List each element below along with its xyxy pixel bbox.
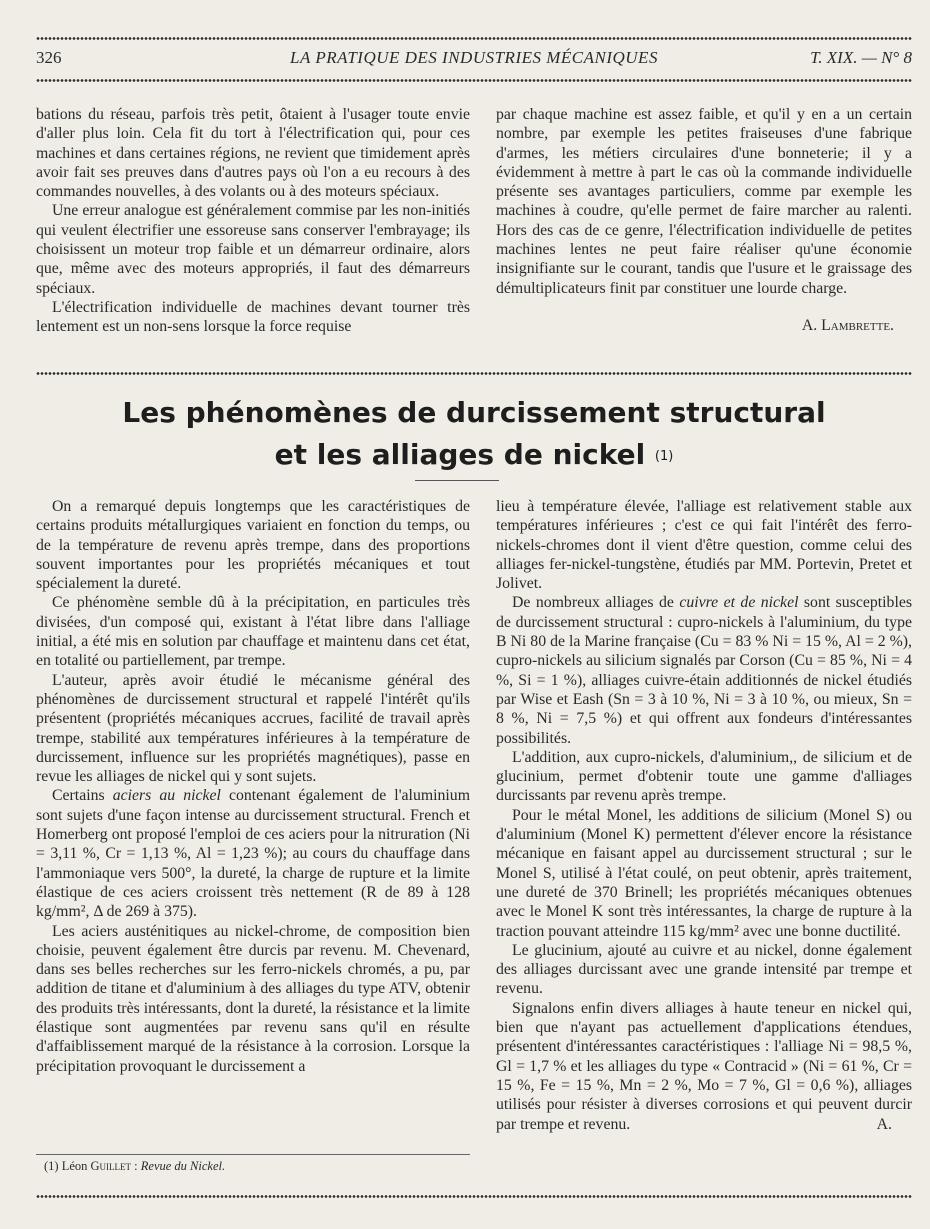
- article-title: [36, 392, 912, 476]
- paragraph: Une erreur analogue est généralement commise par les non-initiés qui veulent électrifier une essoreuse sans conserver l'embrayage; ils choisissent un moteur trop faible et un démarreur ordinaire, alors que, même avec des moteurs appropriés, il faut des démarreurs spéciaux.: [36, 202, 470, 297]
- title-underline: [415, 480, 499, 481]
- paragraph: Signalons enfin divers alliages à haute teneur en nickel qui, bien que n'ayant pas actuellement d'applications étendues, présentent d'intéressantes caractéristiques : l'alliage Ni = 98,5 %, Gl = 1,7 % et les alliages du type « Contracid » (Ni = 61 %, Cr = 15 %, Fe = 15 %, Mn = 2 %, Mo = 7 %, Gl = 0,6 %), alliages utilisés pour résister à diverses corrosions et qui peuvent durcir par trempe et revenu.: [496, 999, 912, 1133]
- page-number: 326: [36, 48, 62, 67]
- previous-article-right-column: [496, 105, 912, 335]
- author-signature: A.: [876, 1115, 892, 1133]
- paragraph: De nombreux alliages de cuivre et de nickel sont susceptibles de durcissement structural : cupro-nickels à l'aluminium, du type B Ni 80 de la Marine française (Cu = 83 % Ni = 15 %, Al = 2 %), cupro-nickels au silicium signalés par Corson (Cu = 85 %, Ni = 4 %, Si = 1 %), alliages cuivre-étain additionnés de nickel étudiés par Wise et Eash (Sn = 3 à 10 %, Ni = 3 à 10 %, ou mieux, Sn = 8 %, Ni = 7,5 %) et qui offrent aux fondeurs d'intéressantes possibilités.: [496, 594, 912, 747]
- footnote-rule: [36, 1154, 470, 1155]
- footnote-reference: (1): [654, 449, 674, 464]
- paragraph: Ce phénomène semble dû à la précipitation, en particules très divisées, d'un composé qui, existant à l'état libre dans l'alliage initial, a été mis en solution par chauffage et maintenu dans cet état, en totalité ou partiellement, par trempe.: [36, 594, 470, 670]
- paragraph: L'auteur, après avoir étudié le mécanisme général des phénomènes de durcissement structural et rappelé l'intérêt qu'ils présentent (propriétés mécaniques accrues, facilité de travail après trempe, stabilité aux températures inférieures à la température de durcissement, influence sur les propriétés magnétiques), passe en revue les alliages de nickel qui y sont sujets.: [36, 671, 470, 786]
- paragraph: L'électrification individuelle de machines devant tourner très lentement est un non-sens lorsque la force requise: [36, 298, 470, 336]
- paragraph: L'addition, aux cupro-nickels, d'aluminium,, de silicium et de glucinium, permet d'obtenir toute une gamme d'alliages durcissants par revenu après trempe.: [496, 748, 912, 805]
- section-dotted-rule: [36, 371, 912, 376]
- paragraph: bations du réseau, parfois très petit, ôtaient à l'usager toute envie d'aller plus loin. Cela fit du tort à l'électrification qui, pour ces machines et dans certaines régions, ne revient que timidement après avoir fait ses preuves dans d'autres pays où l'on a eu recours à des commandes nouvelles, à des volants ou à des moteurs spéciaux.: [36, 106, 470, 201]
- footnote: (1) Léon Guillet : Revue du Nickel.: [44, 1159, 226, 1173]
- author-signature: A. Lambrette.: [801, 316, 894, 334]
- paragraph: par chaque machine est assez faible, et qu'il y en a un certain nombre, par exemple les petites fraiseuses d'une fabrique d'armes, les métiers circulaires d'une bonneterie; il y a évidemment à mettre à part le cas où la commande individuelle présente ses avantages particuliers, comme par exemple les machines à coudre, qu'elle permet de faire marcher au ralenti. Hors des cas de ce genre, l'électrification individuelle de petites machines lentes ne peut faire réaliser qu'une économie insignifiante sur le courant, tandis que l'usure et le graissage des démultiplicateurs finit par constituer une lourde charge.: [496, 106, 912, 297]
- top-dotted-rule: [36, 36, 912, 41]
- article-title-line-1: Les phénomènes de durcissement structural: [122, 396, 826, 429]
- volume-issue: T. XIX. — N° 8: [810, 48, 912, 67]
- bottom-dotted-rule: [36, 1194, 912, 1199]
- previous-article-left-column: [36, 105, 470, 337]
- paragraph: On a remarqué depuis longtemps que les caractéristiques de certains produits métallurgiques variaient en fonction du temps, ou de la température de revenu après trempe, dans des proportions souvent importantes pour les propriétés mécaniques et tout spécialement la dureté.: [36, 498, 470, 593]
- running-header: [36, 44, 912, 74]
- paragraph: Pour le métal Monel, les additions de silicium (Monel S) ou d'aluminium (Monel K) permettent d'élever encore la résistance mécanique en faisant appel au durcissement structural ; sur le Monel S, utilisé à l'état coulé, on peut obtenir, après traitement, une dureté de 370 Brinell; les propriétés mécaniques obtenues avec le Monel K sont très intéressantes, la charge de rupture à la traction pouvant atteindre 115 kg/mm² avec une bonne ductilité.: [496, 806, 912, 940]
- journal-title: LA PRATIQUE DES INDUSTRIES MÉCANIQUES: [290, 48, 658, 67]
- paragraph: lieu à température élevée, l'alliage est relativement stable aux températures inférieures ; c'est ce qui fait l'intérêt des ferro-nickels-chromes dont il vient d'être question, comme celui des alliages fer-nickel-tungstène, étudiés par MM. Portevin, Pretet et Jolivet.: [496, 498, 912, 593]
- article-right-column: [496, 497, 912, 1134]
- header-dotted-rule: [36, 78, 912, 83]
- article-left-column: [36, 497, 470, 1076]
- article-title-line-2: et les alliages de nickel $^{(1)}$: [274, 438, 674, 471]
- paragraph: Certains aciers au nickel contenant également de l'aluminium sont sujets d'une façon intense au durcissement structural. French et Homerberg ont proposé l'emploi de ces aciers pour la nitruration (Ni = 3,11 %, Cr = 1,13 %, Al = 1,23 %); au cours du chauffage dans l'ammoniaque vers 500°, la dureté, la charge de rupture et la limite élastique de ces aciers croissent très nettement (R de 89 à 128 kg/mm², Δ de 269 à 375).: [36, 787, 470, 921]
- paragraph: Les aciers austénitiques au nickel-chrome, de composition bien choisie, peuvent également être durcis par revenu. M. Chevenard, dans ses belles recherches sur les ferro-nickels chromés, a pu, par addition de titane et d'aluminium à des alliages du type ATV, obtenir des produits très intéressants, dont la dureté, la résistance et la limite élastique sont augmentées par revenu sans qu'il en résulte d'affaiblissement marqué de la résistance à la corrosion. Lorsque la précipitation provoquant le durcissement a: [36, 922, 470, 1075]
- paragraph: Le glucinium, ajouté au cuivre et au nickel, donne également des alliages durcissant avec une grande intensité par trempe et revenu.: [496, 941, 912, 998]
